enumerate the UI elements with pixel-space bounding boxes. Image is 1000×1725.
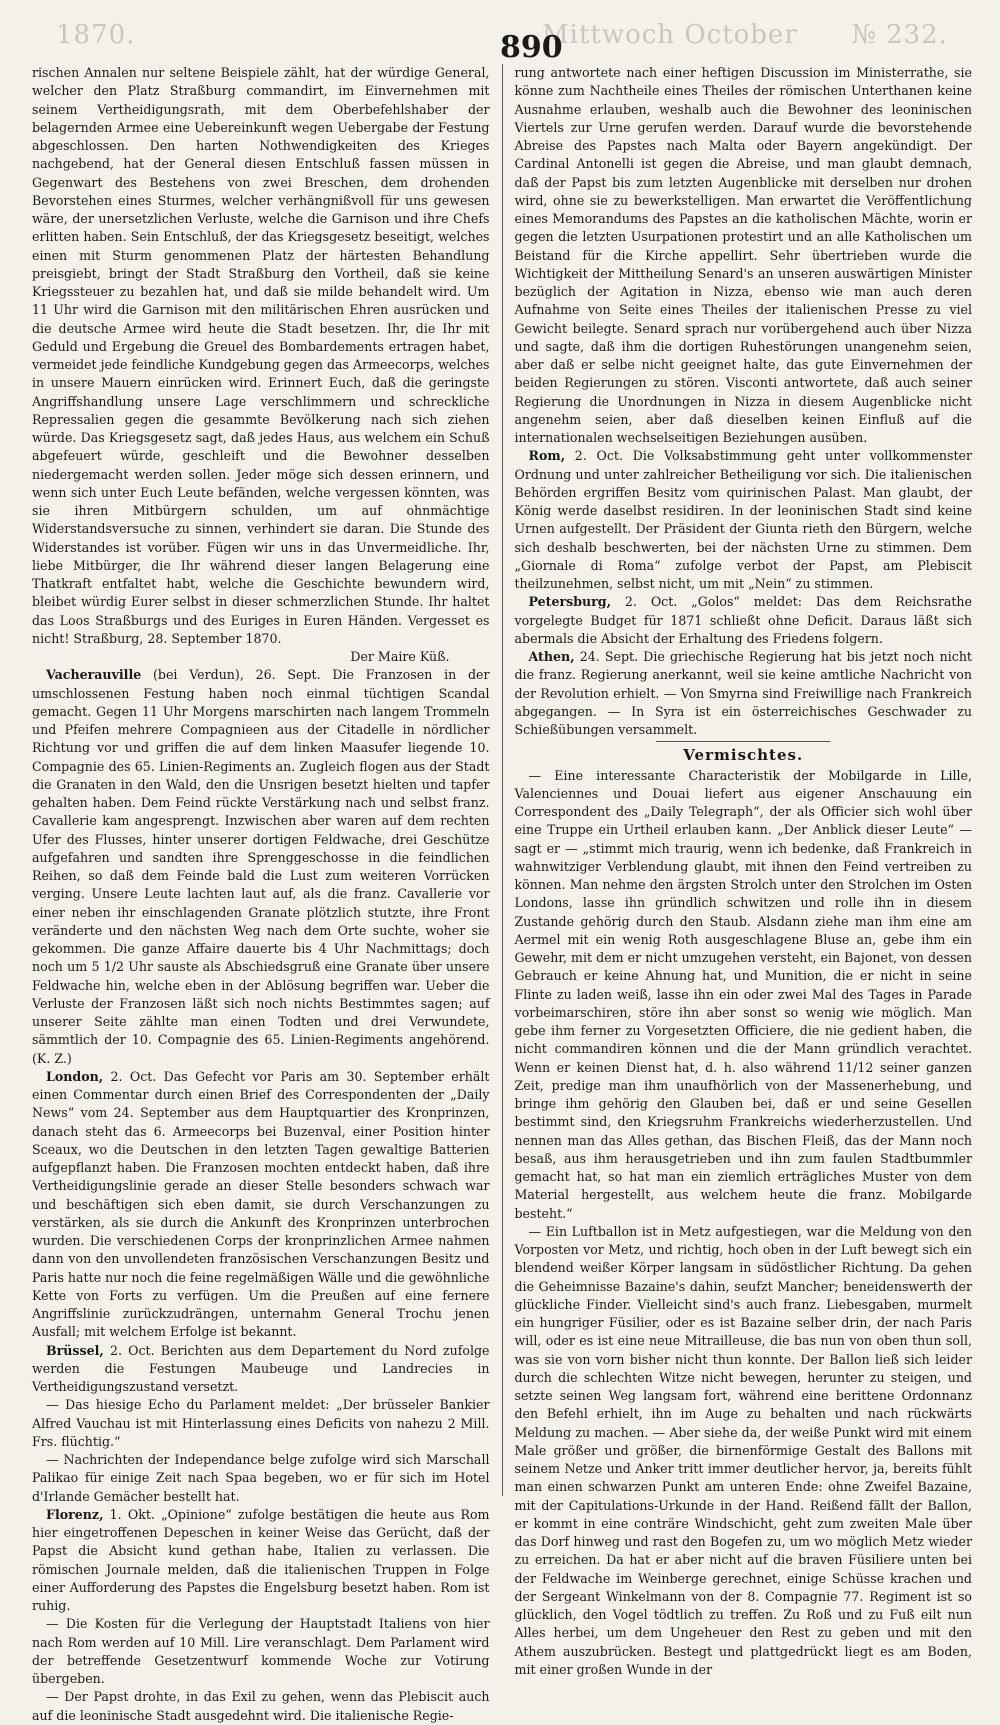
article-text: 1. Okt. „Opinione“ zufolge bestätigen die heute aus Rom hier eingetroffenen Depeschen in keiner Weise das Gerücht, daß der Papst die Absicht kund gethan habe, Italien zu verlassen. Die römischen Journale melden, daß die italienischen Truppen in Folge einer Aufforderung des Papstes die Engelsburg besetzt haben. Rom ist ruhig. — [32, 1506, 490, 1613]
left-column — [32, 64, 502, 1723]
article-text: (bei Verdun), 26. Sept. Die Franzosen in der umschlossenen Festung haben noch einmal tüchtigen Scandal gemacht. Gegen 11 Uhr Morgens marschirten nach langem Trommeln und Pfeifen mehrere Compagnieen aus der Citadelle in nördlicher Richtung vor und griffen die auf dem linken Maasufer liegende 10. Compagnie des 65. Linien-Regiments an. Zugleich flogen aus der Stadt die Granaten in den Wald, den die Unsrigen besetzt hielten und tapfer gehalten haben. Dem Feind rückte Verstärkung nach und selbst franz. Cavallerie kam angesprengt. Inzwischen aber waren auf dem rechten Ufer des Flusses, hinter unserer dortigen Feldwache, drei Geschütze aufgefahren und sandten ihre Sprenggeschosse in die feindlichen Reihen, so daß dem Feinde bald die Lust zum weiteren Vorrücken verging. Unsere Leute lachten laut auf, als die franz. Cavallerie vor einer neben ihr einschlagenden Granate plötzlich stutzte, ihre Front veränderte und den nächsten Weg nach dem Orte suchte, woher sie gekommen. Die ganze Affaire dauerte bis 4 Uhr Nachmittags; doch noch um 5 1/2 Uhr sauste als Abschiedsgruß eine Granate über unsere Feldwache hin, welche eben in der Ablösung begriffen war. Ueber die Verluste der Franzosen läßt sich noch nichts Bestimmtes sagen; auf unserer Seite zählte man einen Todten und drei Verwundete, sämmtlich der 10. Compagnie des 65. Linien-Regiments angehörend. (K. Z.) — [32, 667, 490, 1066]
mayor-signature: Der Maire Küß. — [350, 649, 450, 664]
header-issue-number: № 232. — [851, 20, 948, 50]
header-date: Mittwoch October — [542, 20, 798, 50]
dateline-petersburg: Petersburg, — [528, 594, 611, 610]
article-brussels-palikao: — Nachrichten der Independance belge zufolge wird sich Marschall Palikao für einige Zeit nach Spaa begeben, wo er für sich im Hotel d'Irlande Gemächer bestellt hat. — [32, 1452, 490, 1504]
dateline-london: London, — [46, 1068, 104, 1084]
article-text: 2. Oct. Das Gefecht vor Paris am 30. September erhält einen Commentar durch einen Brief des Correspondenten der „Daily News“ vom 24. September aus dem Hauptquartier des Kronprinzen, danach steht das 6. Armeecorps bei Buzenval, einer Position hinter Sceaux, wo die Deutschen in den letzten Tagen gewaltige Batterien aufgepflanzt haben. Die Franzosen mochten entdeckt haben, daß ihre Vertheidigungslinie gerade an dieser Stelle besonders schwach war und beschäftigen sich eben damit, sie durch Verschanzungen zu verstärken, als sie durch die Ankunft des Kronprinzen unterbrochen wurden. Die verschiedenen Corps der kronprinzlichen Armee nahmen dann von den unvollendeten französischen Verschanzungen Besitz und Paris hatte nur noch die feine regelmäßigen Wälle und die gewöhnliche Kette von Forts zu verfügen. Um die Preußen auf eine fernere Angriffslinie zurückzudrängen, unternahm General Trochu jenen Ausfall; mit welchem Erfolge ist bekannt. — [32, 1068, 490, 1340]
article-text: 2. Oct. „Golos“ meldet: Das dem Reichsrathe vorgelegte Budget für 1871 schließt ohne Deficit. Daraus läßt sich abermals die Absicht der Erhaltung des Friedens folgern. — [514, 594, 972, 646]
section-title-miscellaneous: Vermischtes. — [683, 746, 804, 765]
dateline-florence: Florenz, — [46, 1506, 104, 1522]
article-london — [32, 1068, 490, 1342]
dateline-rome: Rom, — [528, 448, 566, 464]
header-year: 1870. — [56, 20, 136, 50]
text-columns — [32, 64, 972, 1723]
dateline-athens: Athen, — [528, 649, 575, 664]
strasbourg-proclamation: rischen Annalen nur seltene Beispiele zählt, hat der würdige General, welcher den Platz Straßburg commandirt, im Einvernehmen mit seinem Vertheidigungsrath, mit dem Oberbefehlshaber der belagernden Armee eine Uebereinkunft wegen Uebergabe der Festung abgeschlossen. Den harten Nothwendigkeiten des Krieges nachgebend, hat der General diesen Entschluß fassen müssen in Gegenwart des Bestehens von zwei Breschen, dem drohenden Bevorstehen eines Sturmes, welcher verhängnißvoll für uns gewesen wäre, der unersetzlichen Verluste, welche die Garnison und ihre Chefs erlitten haben. Sein Entschluß, der das Kriegsgesetz beseitigt, welches einen mit Sturm genommenen Platz der härtesten Behandlung preisgiebt, bringt der Stadt Straßburg den Vortheil, daß sie keine Kriegssteuer zu bezahlen hat, und daß sie milde behandelt wird. Um 11 Uhr wird die Garnison mit den militärischen Ehren ausrücken und die deutsche Armee wird heute die Stadt besetzen. Ihr, die Ihr mit Geduld und Ergebung die Greuel des Bombardements ertragen habet, vermeidet jede feindliche Kundgebung gegen das Armeecorps, welches in unsere Mauern einrücken wird. Erinnert Euch, daß die geringste Angriffshandlung unsere Lage verschlimmern und schreckliche Repressalien gegen die gesammte Bevölkerung nach sich ziehen würde. Das Kriegsgesetz sagt, daß jedes Haus, aus welchem ein Schuß abgefeuert würde, geschleift und die Bewohner desselben niedergemacht werden sollen. Jeder möge sich dessen erinnern, und wenn sich unter Euch Leute befänden, welche vergessen könnten, was sie ihren Mitbürgern schulden, um auf ohnmächtige Widerstandsversuche zu sinnen, verhindert sie daran. Die Stunde des Widerstandes ist vorüber. Fügen wir uns in das Unvermeidliche. Ihr, liebe Mitbürger, die Ihr während dieser langen Belagerung eine Thatkraft entfaltet habt, welche die Geschichte bewundern wird, bleibet würdig Eurer selbst in dieser schmerzlichen Stunde. Ihr haltet das Loos Straßburgs und des Euriges in Euren Händen. Vergesset es nicht! Straßburg, 28. September 1870. — [32, 65, 490, 646]
dateline-brussels: Brüssel, — [46, 1342, 104, 1358]
article-mobile-guard: — Eine interessante Characteristik der Mobilgarde in Lille, Valenciennes und Douai liefert aus eigener Anschauung ein Correspondent des „Daily Telegraph“, der als Officier sich wohl über eine Truppe ein Urtheil erlauben kann. „Der Anblick dieser Leute“ — sagt er — „stimmt mich traurig, wenn ich bedenke, daß Frankreich in wahnwitziger Verblendung glaubt, mit ihnen den Feind vertreiben zu können. Man nehme den ärgsten Strolch unter den Strolchen im Osten Londons, lasse ihn gründlich schwitzen und rolle ihn in diesem Zustande gehörig durch den Staub. Alsdann ziehe man ihm eine am Aermel mit ein wenig Roth ausgeschlagene Bluse an, gebe ihm ein Gewehr, mit dem er nicht umzugehen versteht, ein Bajonet, von dessen Gebrauch er keine Ahnung hat, und Munition, die er nicht in seine Flinte zu laden weiß, lasse ihn ein oder zwei Mal des Tages in Parade vorbeimarschiren, störe ihn aber sonst so wenig wie möglich. Man gebe ihm ferner zu Vorgesetzten Officiere, die nie gedient haben, die nicht commandiren können und die der Mann gründlich verachtet. Wenn er keinen Dienst hat, d. h. also während 11/12 seiner ganzen Zeit, predige man ihm unaufhörlich von der Massenerhebung, und bringe ihm gehörig den Glauben bei, daß er und seine Gesellen bestimmt sind, den Kriegsruhm Frankreichs wiederherzustellen. Und nennen man das Alles gethan, das Bischen Fleiß, das der Mann noch besaß, aus ihm herausgetrieben und ihn zum faulen Stadtbummler gemacht hat, so hat man ein ziemlich erträgliches Muster von dem Material hergestellt, aus welchem heute die franz. Mobilgarde besteht.“ — [514, 767, 972, 1221]
page-number: 890 — [500, 30, 563, 65]
article-florence-costs: — Die Kosten für die Verlegung der Hauptstadt Italiens von hier nach Rom werden auf 10 Mill. Lire veranschlagt. Dem Parlament wird der betreffende Gesetzentwurf kommende Woche zur Votirung übergeben. — [32, 1616, 490, 1686]
article-florence — [32, 1506, 490, 1616]
section-divider — [656, 741, 830, 742]
article-athens — [515, 648, 973, 739]
article-text: 2. Oct. Die Volksabstimmung geht unter vollkommenster Ordnung und unter zahlreicher Betheiligung vor sich. Die italienischen Behörden ergriffen Besitz vom quirinischen Palast. Man glaubt, der König werde daselbst residiren. In der leoninischen Stadt sind keine Urnen aufgestellt. Der Präsident der Giunta rieth den Bürgern, welche sich deshalb beschwerten, bei der nächsten Urne zu stimmen. Dem „Giornale di Roma“ zufolge verbot der Papst, am Plebiscit theilzunehmen, selbst nicht, um mit „Nein“ zu stimmen. — [514, 448, 972, 591]
article-text: 24. Sept. Die griechische Regierung hat bis jetzt noch nicht die franz. Regierung anerkannt, weil sie keine amtliche Nachricht von der Revolution erhielt. — Von Smyrna sind Freiwillige nach Frankreich abgegangen. — In Syra ist ein österreichisches Geschwader zu Schießübungen versammelt. — [514, 649, 972, 737]
article-pope-exile: — Der Papst drohte, in das Exil zu gehen, wenn das Plebiscit auch auf die leoninische Stadt ausgedehnt wird. Die italienische Regie- — [32, 1689, 490, 1723]
article-rome — [515, 447, 973, 593]
article-petersburg — [515, 593, 973, 648]
dateline-vacherauville: Vacherauville — [46, 667, 142, 683]
article-brussels-echo: — Das hiesige Echo du Parlament meldet: „Der brüsseler Bankier Alfred Vauchau ist mit Hinterlassung eines Deficits von nahezu 2 Mill. Frs. flüchtig.“ — [32, 1397, 490, 1449]
right-column — [502, 64, 973, 1677]
article-italy-continued: rung antwortete nach einer heftigen Discussion im Ministerrathe, sie könne zum Nachtheile eines Theiles der römischen Unterthanen keine Ausnahme erlauben, weshalb auch die Bewohner des leoninischen Viertels zur Urne gerufen werden. Darauf wurde die bevorstehende Abreise des Papstes nach Malta oder Bayern angekündigt. Der Cardinal Antonelli ist gegen die Abreise, und man glaubt demnach, daß der Papst bis zum letzten Augenblicke mit derselben nur drohen wird, ohne sie zu bewerkstelligen. Man erwartet die Veröffentlichung eines Memorandums des Papstes an die katholischen Mächte, worin er gegen die letzten Usurpationen protestirt und an alle Katholischen um Beistand für die Kirche appellirt. Sehr übertrieben wurde die Wichtigkeit der Mittheilung Senard's an unseren auswärtigen Minister bezüglich der Agitation in Nizza, ebenso wie man auch deren Aufnahme von Seite eines Theiles der italienischen Presse zu viel Gewicht beilegte. Senard sprach nur vorübergehend auch über Nizza und sagte, daß ihm die dortigen Ruhestörungen unangenehm seien, aber daß er selbe nicht geeignet halte, das gute Einvernehmen der beiden Regierungen zu stören. Visconti antwortete, daß auch seiner Regierung die Unordnungen in Nizza in diesem Augenblicke nicht angenehm seien, aber daß dieselben keinen Einfluß auf die internationalen wechselseitigen Beziehungen ausüben. — [514, 65, 972, 445]
article-balloon: — Ein Luftballon ist in Metz aufgestiegen, war die Meldung von den Vorposten vor Metz, und richtig, hoch oben in der Luft bewegt sich ein blendend weißer Körper langsam in südöstlicher Richtung. Da gehen die Geheimnisse Bazaine's dahin, seufzt Mancher; beneidenswerth der glückliche Finder. Vielleicht sind's auch franz. Liebesgaben, murmelt ein hungriger Füsilier, oder es ist Bazaine selber drin, der nach Paris will, oder es ist eine neue Mitrailleuse, die bas nun von oben thun soll, was sie von vorn bisher nicht thun konnte. Der Ballon ließ sich leider durch die schlechten Witze nicht bewegen, herunter zu steigen, und setzte seinen Weg langsam fort, während eine berittene Ordonnanz den Befehl erhielt, ihn im Auge zu behalten und nach rückwärts Meldung zu machen. — Aber siehe da, der weiße Punkt wird mit einem Male größer und größer, die birnenförmige Gestalt des Ballons mit seinem Netze und Anker tritt immer deutlicher hervor, ja, bereits fühlt man einen schwarzen Punkt am unteren Ende: ohne Zweifel Bazaine, mit der Capitulations-Urkunde in der Hand. Reißend fällt der Ballon, er kommt in eine conträre Windschicht, geht zum zweiten Male über das Dorf hinweg und rast den Bogefen zu, um wo möglich Metz wieder zu erreichen. Da hat er aber nicht auf die braven Füsiliere unten bei der Feldwache im Weinberge gerechnet, einige Schüsse krachen und der Sergeant Winkelmann von der 8. Compagnie 77. Regiment ist so glücklich, den Vogel tödtlich zu treffen. Zu Roß und zu Fuß eilt nun Alles herbei, um dem Ungeheuer den Rest zu geben und mit den Athem auszubrücken. Bestegt und plattgedrückt liegt es am Boden, mit einer großen Wunde in der — [514, 1223, 972, 1677]
article-brussels — [32, 1342, 490, 1397]
article-text: 2. Oct. Berichten aus dem Departement du Nord zufolge werden die Festungen Maubeuge und Landrecies in Vertheidigungszustand versetzt. — [32, 1342, 490, 1394]
article-vacherauville — [32, 666, 490, 1068]
page-header — [22, 0, 978, 65]
